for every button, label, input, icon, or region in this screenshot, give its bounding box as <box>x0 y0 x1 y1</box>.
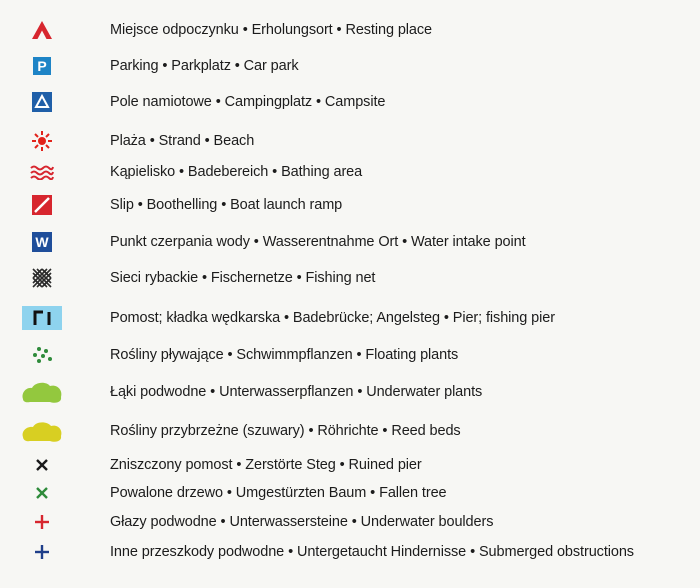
legend-label: Kąpielisko • Badebereich • Bathing area <box>110 164 363 180</box>
legend-label: Parking • Parkplatz • Car park <box>110 58 299 74</box>
legend-row-fallen-tree <box>0 479 700 507</box>
floating-plants-icon <box>16 341 68 369</box>
legend-row-campsite <box>0 88 700 116</box>
legend-label: Pomost; kładka wędkarska • Badebrücke; Angelsteg • Pier; fishing pier <box>110 310 555 326</box>
legend-label: Pole namiotowe • Campingplatz • Campsite <box>110 94 386 110</box>
pier-icon <box>16 304 68 332</box>
fallen-tree-icon <box>16 479 68 507</box>
fishing-net-icon <box>16 264 68 292</box>
campsite-icon <box>16 88 68 116</box>
legend-label: Rośliny pływające • Schwimmpflanzen • Floating plants <box>110 347 459 363</box>
legend-label: Głazy podwodne • Unterwassersteine • Underwater boulders <box>110 514 494 530</box>
legend-row-water-intake <box>0 228 700 256</box>
legend-row-floating-plants <box>0 341 700 369</box>
mountain-shelter-icon <box>16 16 68 44</box>
legend-label: Łąki podwodne • Unterwasserpflanzen • Underwater plants <box>110 384 483 400</box>
submerged-obstructions-icon <box>16 538 68 566</box>
legend-label: Sieci rybackie • Fischernetze • Fishing net <box>110 270 376 286</box>
legend-row-underwater-boulders <box>0 508 700 536</box>
ruined-pier-icon <box>16 451 68 479</box>
legend-label: Slip • Boothelling • Boat launch ramp <box>110 197 343 213</box>
parking-icon <box>16 52 68 80</box>
legend-label: Punkt czerpania wody • Wasserentnahme Ort • Water intake point <box>110 234 526 250</box>
legend-row-resting-place <box>0 16 700 44</box>
legend-row-beach <box>0 127 700 155</box>
legend-label: Inne przeszkody podwodne • Untergetaucht Hindernisse • Submerged obstructions <box>110 544 634 560</box>
legend-row-pier <box>0 304 700 332</box>
legend-label: Powalone drzewo • Umgestürzten Baum • Fallen tree <box>110 485 447 501</box>
water-intake-sign: W <box>32 232 52 252</box>
legend-row-car-park <box>0 52 700 80</box>
legend-row-reed-beds <box>0 417 700 445</box>
legend-row-fishing-net <box>0 264 700 292</box>
legend-row-ruined-pier <box>0 451 700 479</box>
water-intake-icon <box>16 228 68 256</box>
legend-label: Zniszczony pomost • Zerstörte Steg • Ruined pier <box>110 457 422 473</box>
underwater-boulders-icon <box>16 508 68 536</box>
parking-sign: P <box>33 57 51 75</box>
legend-label: Rośliny przybrzeżne (szuwary) • Röhrichte • Reed beds <box>110 423 461 439</box>
legend-row-underwater-plants <box>0 378 700 406</box>
waves-icon <box>16 158 68 186</box>
legend-row-boat-launch <box>0 191 700 219</box>
boat-ramp-icon <box>16 191 68 219</box>
legend-row-submerged-obstructions <box>0 538 700 566</box>
sun-icon <box>16 127 68 155</box>
legend-row-bathing-area <box>0 158 700 186</box>
legend-label: Plaża • Strand • Beach <box>110 133 255 149</box>
reed-beds-icon <box>16 417 68 445</box>
legend-label: Miejsce odpoczynku • Erholungsort • Resting place <box>110 22 433 38</box>
underwater-plants-icon <box>16 378 68 406</box>
